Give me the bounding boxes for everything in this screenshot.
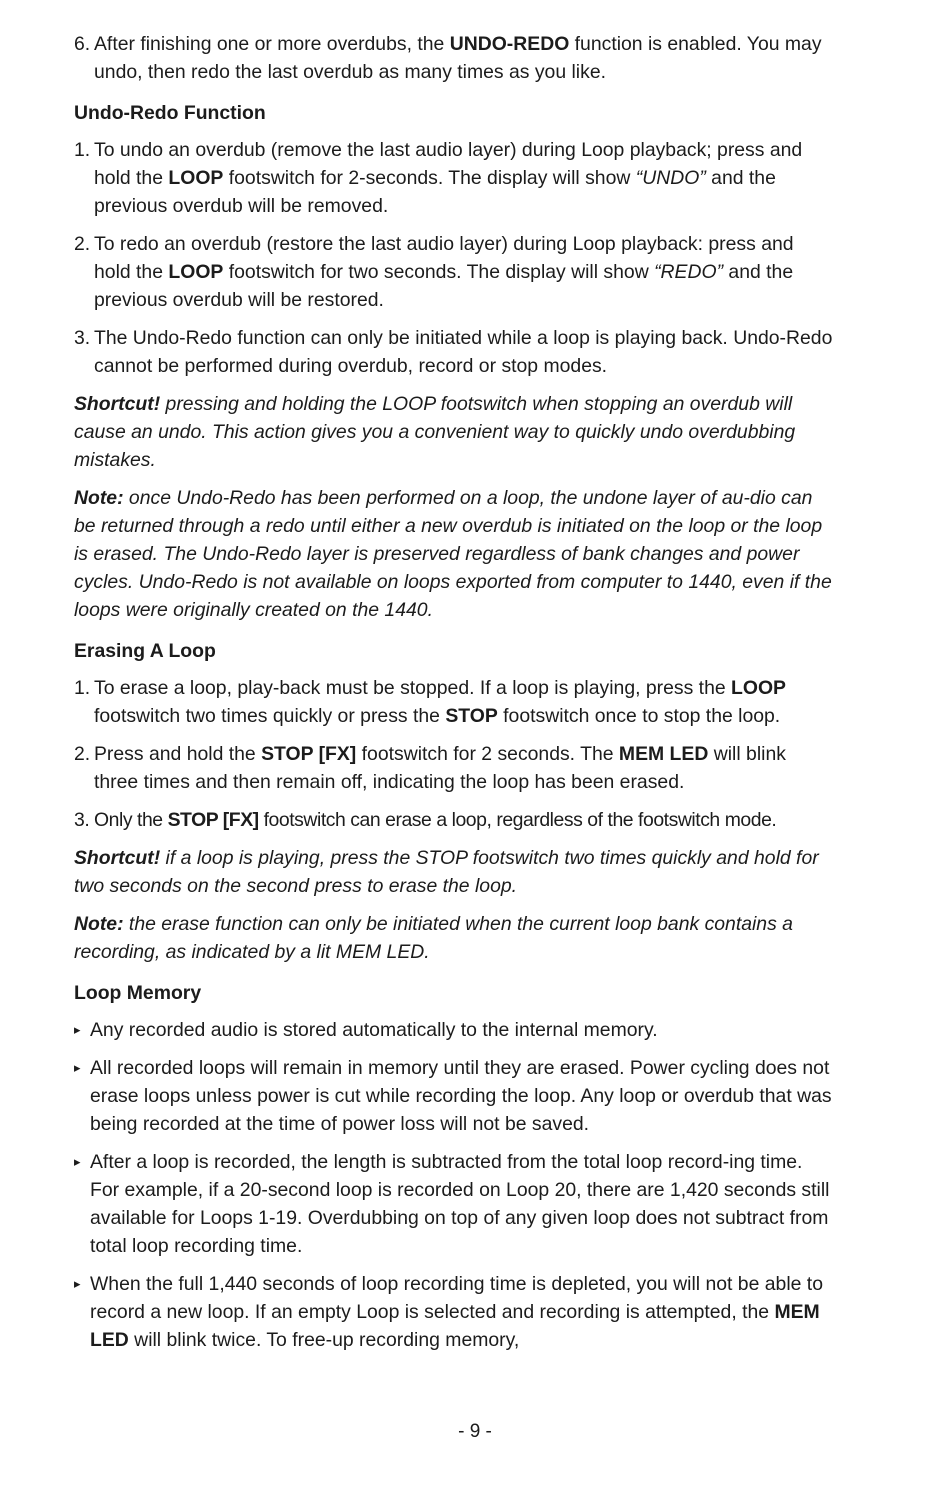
item-text: footswitch two times quickly or press the xyxy=(94,705,446,727)
bullet-arrow-icon: ▸ xyxy=(74,1060,81,1075)
item-text: To undo an overdub (remove the last audio layer) during Loop playback; press and hold the xyxy=(94,139,803,189)
undo-redo-item-1 xyxy=(74,136,834,220)
memory-bullet-1 xyxy=(74,1016,834,1044)
note-text: once Undo-Redo has been performed on a loop, the undone layer of au-dio can be returned through a redo until either a new overdub is initiated on the loop or the loop is erased. The Undo-Redo layer is preserved regardless of bank changes and power cycles. Undo-Redo is not available on loops exported from computer to 1440, even if the loops were originally created on the 1440. xyxy=(74,487,832,621)
item-text: function is enabled. You may undo, then redo the last overdub as many times as you like. xyxy=(94,33,822,83)
item-text: footswitch can erase a loop, regardless of the footswitch mode. xyxy=(258,809,777,831)
display-text: “REDO” xyxy=(654,261,724,283)
keyword: LOOP xyxy=(731,677,786,699)
item-text: will blink twice. To free-up recording memory, xyxy=(128,1329,520,1351)
item-text: Only the xyxy=(94,809,168,831)
item-text: will blink three times and then remain off, indicating the loop has been erased. xyxy=(94,743,786,793)
undo-redo-shortcut xyxy=(74,390,834,474)
keyword: STOP [FX] xyxy=(167,809,259,831)
item-number: 3. xyxy=(74,809,90,831)
keyword: UNDO-REDO xyxy=(449,33,570,55)
note-text: the erase function can only be initiated when the current loop bank contains a recording, as indicated by a lit MEM LED. xyxy=(74,913,793,963)
keyword: MEM LED xyxy=(90,1301,820,1351)
erasing-shortcut xyxy=(74,844,834,900)
item-text: footswitch once to stop the loop. xyxy=(497,705,781,727)
display-text: “UNDO” xyxy=(635,167,706,189)
keyword: STOP [FX] xyxy=(261,743,357,765)
memory-bullet-2 xyxy=(74,1054,834,1138)
item-text: After finishing one or more overdubs, the xyxy=(94,33,450,55)
item-text: Any recorded audio is stored automatically to the internal memory. xyxy=(90,1019,658,1041)
undo-redo-note xyxy=(74,484,834,624)
bullet-arrow-icon: ▸ xyxy=(74,1276,81,1291)
erasing-note xyxy=(74,910,834,966)
item-number: 2. xyxy=(74,743,91,765)
manual-page xyxy=(74,30,834,1364)
shortcut-label: Shortcut! xyxy=(74,847,161,869)
item-text: To erase a loop, play-back must be stopped. If a loop is playing, press the xyxy=(94,677,732,699)
item-text: footswitch for two seconds. The display will show xyxy=(223,261,655,283)
item-number: 3. xyxy=(74,327,91,349)
item-text: and the previous overdub will be removed. xyxy=(94,167,776,217)
memory-bullet-3 xyxy=(74,1148,834,1260)
item-text: and the previous overdub will be restored. xyxy=(94,261,794,311)
intro-item-6 xyxy=(74,30,834,86)
section-heading-loop-memory: Loop Memory xyxy=(74,982,202,1004)
keyword: LOOP xyxy=(168,261,224,283)
undo-redo-item-3 xyxy=(74,324,834,380)
erasing-item-2 xyxy=(74,740,834,796)
page-number: - 9 - xyxy=(458,1421,492,1442)
item-number: 6. xyxy=(74,33,91,55)
item-text: The Undo-Redo function can only be initiated while a loop is playing back. Undo-Redo cannot be performed during overdub, record or stop modes. xyxy=(94,327,833,377)
shortcut-text: if a loop is playing, press the STOP footswitch two times quickly and hold for two seconds on the second press to erase the loop. xyxy=(74,847,819,897)
item-text: When the full 1,440 seconds of loop recording time is depleted, you will not be able to record a new loop. If an empty Loop is selected and recording is attempted, the xyxy=(90,1273,823,1323)
erasing-item-1 xyxy=(74,674,834,730)
bullet-arrow-icon: ▸ xyxy=(74,1154,81,1169)
section-heading-undo-redo: Undo-Redo Function xyxy=(74,102,266,124)
item-text: footswitch for 2-seconds. The display will show xyxy=(223,167,636,189)
memory-bullet-4 xyxy=(74,1270,834,1354)
shortcut-text: pressing and holding the LOOP footswitch when stopping an overdub will cause an undo. This action gives you a convenient way to quickly undo overdubbing mistakes. xyxy=(74,393,796,471)
item-text: All recorded loops will remain in memory until they are erased. Power cycling does not erase loops unless power is cut while recording the loop. Any loop or overdub that was being recorded at the time of power loss will not be saved. xyxy=(90,1057,832,1135)
item-text: Press and hold the xyxy=(94,743,262,765)
item-number: 1. xyxy=(74,677,91,699)
item-text: After a loop is recorded, the length is subtracted from the total loop record-ing time. For example, if a 20-second loop is recorded on Loop 20, there are 1,420 seconds still available for Loops 1-19. Overdubbing on top of any given loop does not subtract from total loop recording time. xyxy=(90,1151,830,1257)
item-number: 2. xyxy=(74,233,91,255)
item-text: footswitch for 2 seconds. The xyxy=(356,743,619,765)
keyword: STOP xyxy=(445,705,498,727)
note-label: Note: xyxy=(74,913,124,935)
section-heading-erasing: Erasing A Loop xyxy=(74,640,216,662)
shortcut-label: Shortcut! xyxy=(74,393,161,415)
keyword: MEM LED xyxy=(618,743,709,765)
erasing-item-3 xyxy=(74,806,834,834)
keyword: LOOP xyxy=(168,167,224,189)
note-label: Note: xyxy=(74,487,124,509)
item-number: 1. xyxy=(74,139,91,161)
undo-redo-item-2 xyxy=(74,230,834,314)
item-text: To redo an overdub (restore the last audio layer) during Loop playback: press and hold the xyxy=(94,233,794,283)
bullet-arrow-icon: ▸ xyxy=(74,1022,81,1037)
